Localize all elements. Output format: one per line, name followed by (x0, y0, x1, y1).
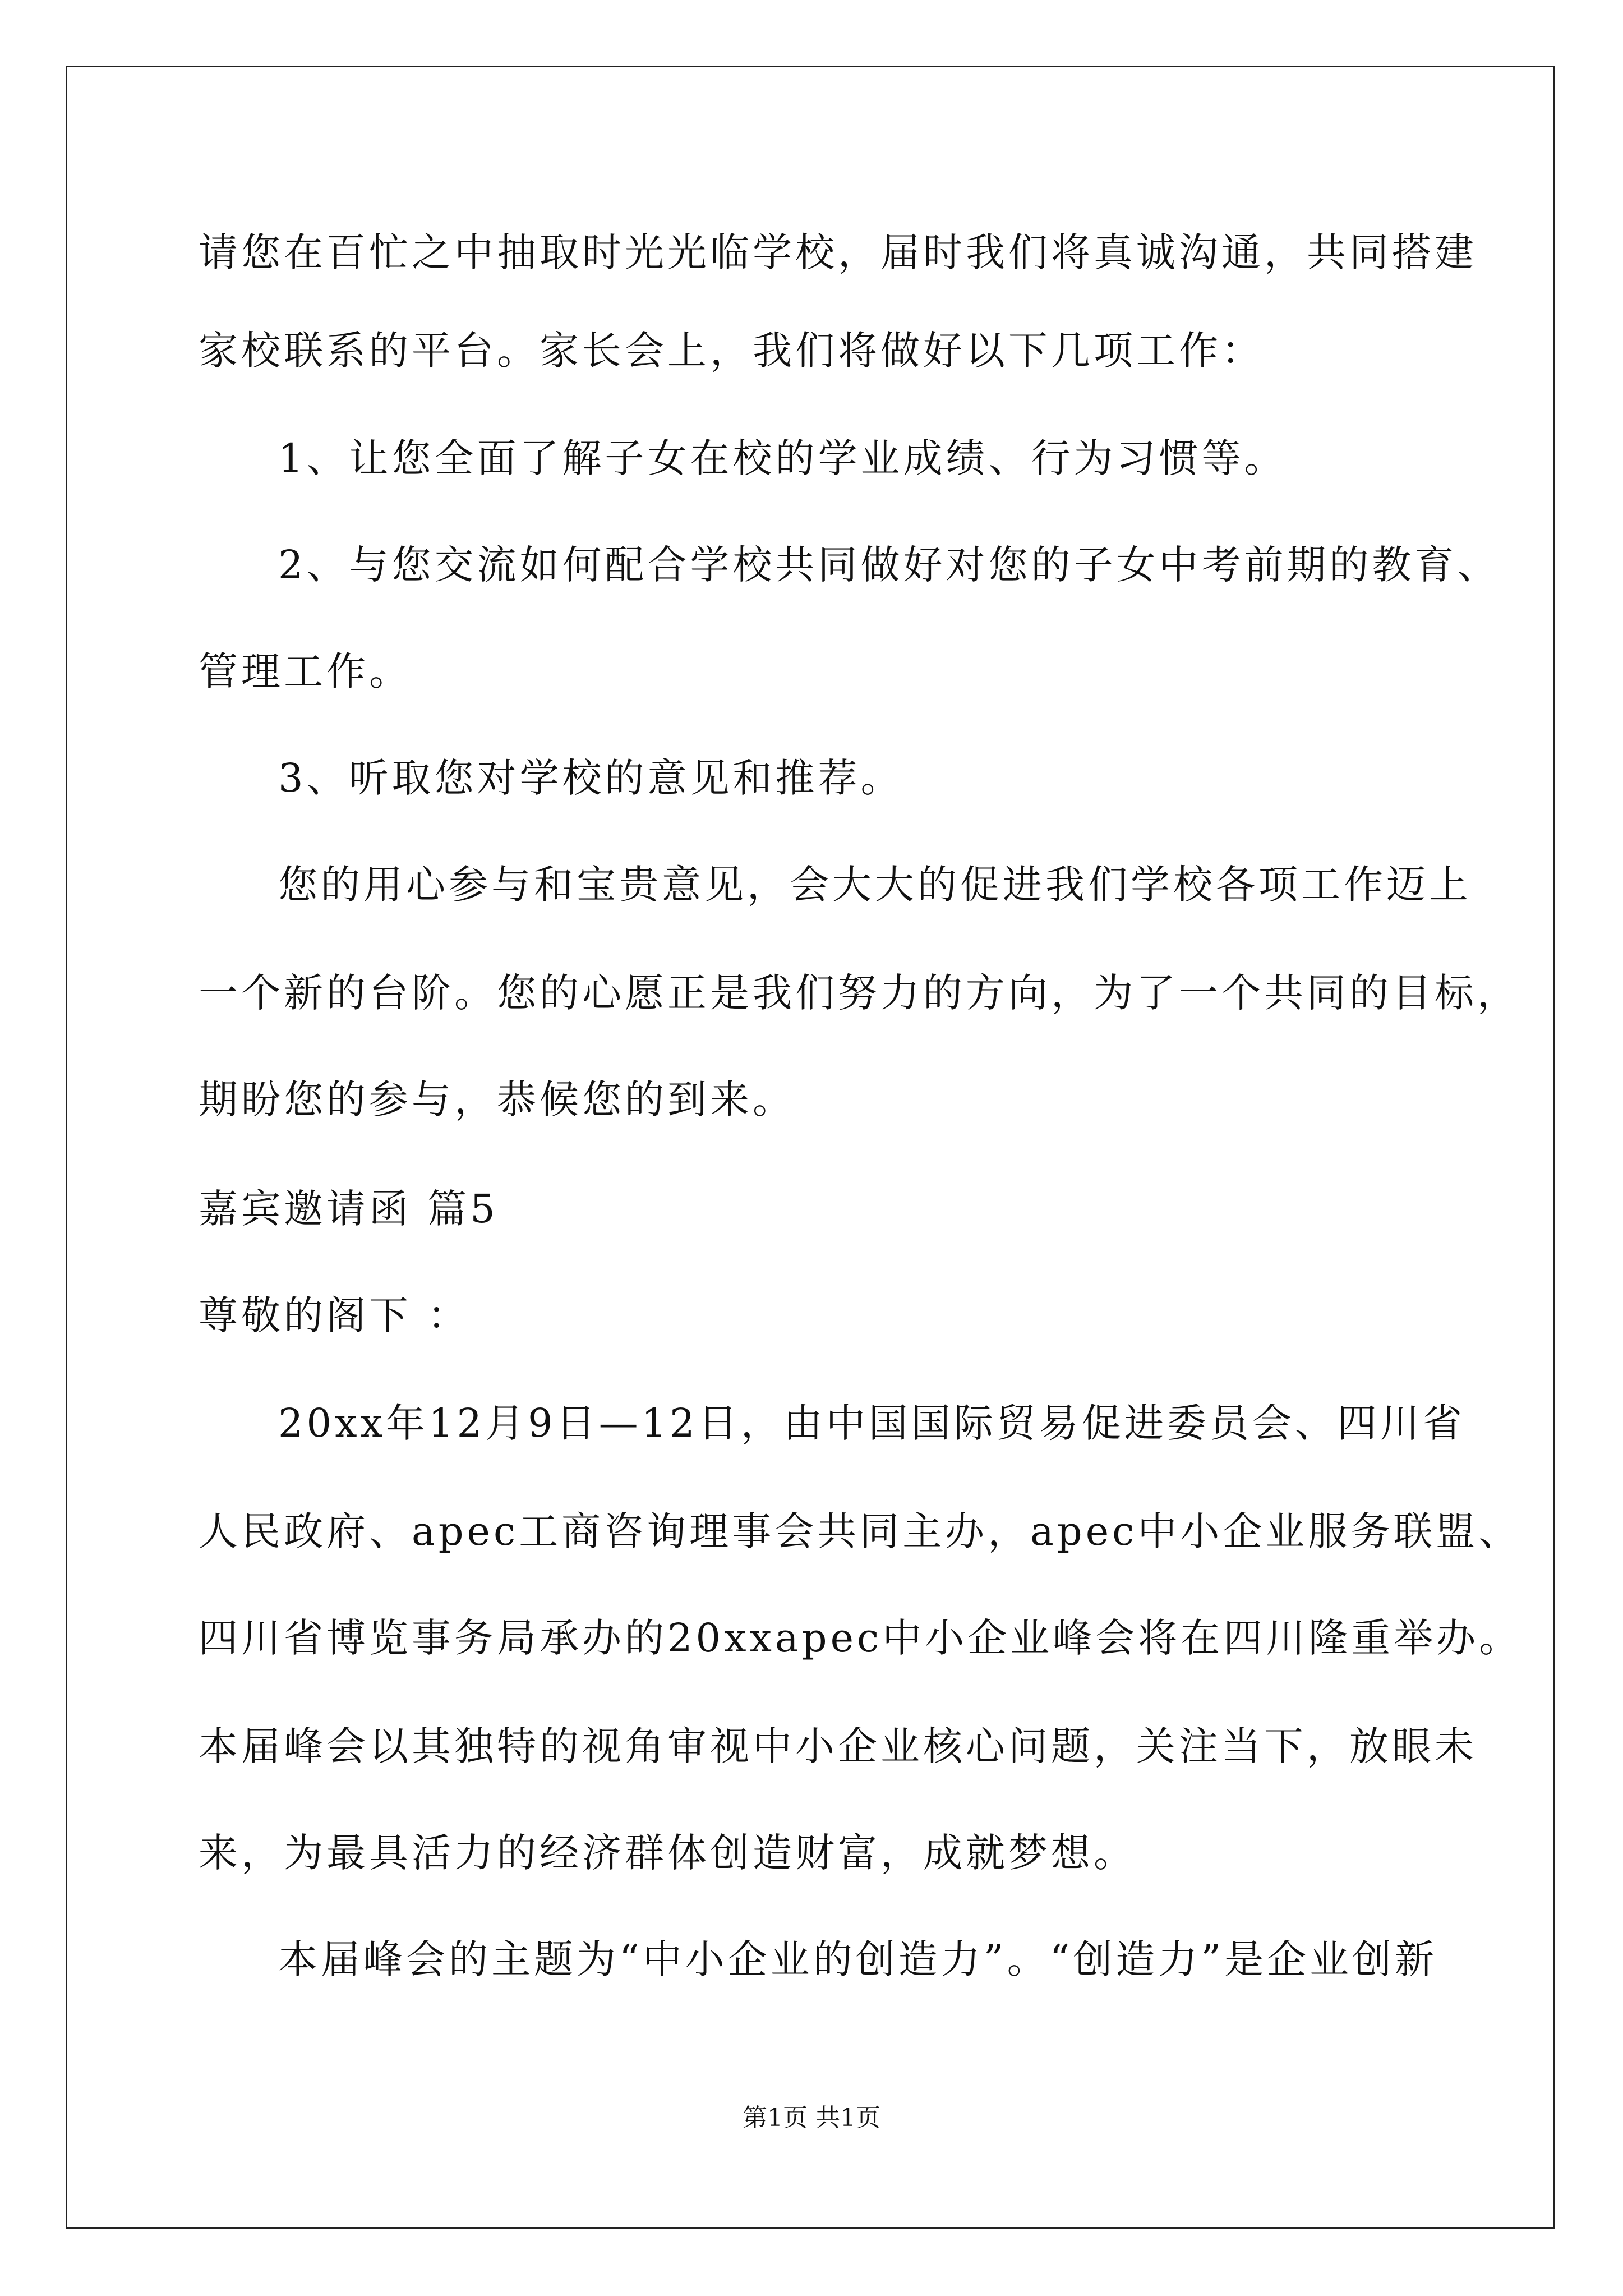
paragraph-line: 本届峰会的主题为“中小企业的创造力”。“创造力”是企业创新 (278, 1936, 1438, 1982)
text-line: 管理工作。 (199, 648, 412, 694)
paragraph-line: 20xx年12月9日—12日，由中国国际贸易促进委员会、四川省 (278, 1400, 1465, 1446)
text-line: 本届峰会以其独特的视角审视中小企业核心问题，关注当下，放眼未 (199, 1723, 1477, 1769)
text-line: 四川省博览事务局承办的20xxapec中小企业峰会将在四川隆重举办。 (199, 1615, 1522, 1661)
text-line: 期盼您的参与，恭候您的到来。 (199, 1076, 795, 1122)
salutation: 尊敬的阁下 ： (199, 1292, 471, 1338)
list-item-3: 3、听取您对学校的意见和推荐。 (278, 755, 903, 801)
list-item-2: 2、与您交流如何配合学校共同做好对您的子女中考前期的教育、 (278, 542, 1500, 588)
text-line: 请您在百忙之中抽取时光光临学校，届时我们将真诚沟通，共同搭建 (199, 229, 1477, 275)
page-footer: 第1页 共1页 (743, 2104, 880, 2132)
text-line: 一个新的台阶。您的心愿正是我们努力的方向，为了一个共同的目标， (199, 970, 1520, 1016)
list-item-1: 1、让您全面了解子女在校的学业成绩、行为习惯等。 (278, 435, 1287, 481)
page-frame (66, 66, 1555, 2229)
text-line: 来，为最具活力的经济群体创造财富，成就梦想。 (199, 1830, 1136, 1876)
text-line: 家校联系的平台。家长会上，我们将做好以下几项工作： (199, 328, 1264, 374)
paragraph-line: 您的用心参与和宝贵意见，会大大的促进我们学校各项工作迈上 (278, 862, 1472, 908)
text-line: 人民政府、apec工商咨询理事会共同主办，apec中小企业服务联盟、 (199, 1508, 1521, 1554)
section-heading: 嘉宾邀请函 篇5 (199, 1186, 499, 1232)
